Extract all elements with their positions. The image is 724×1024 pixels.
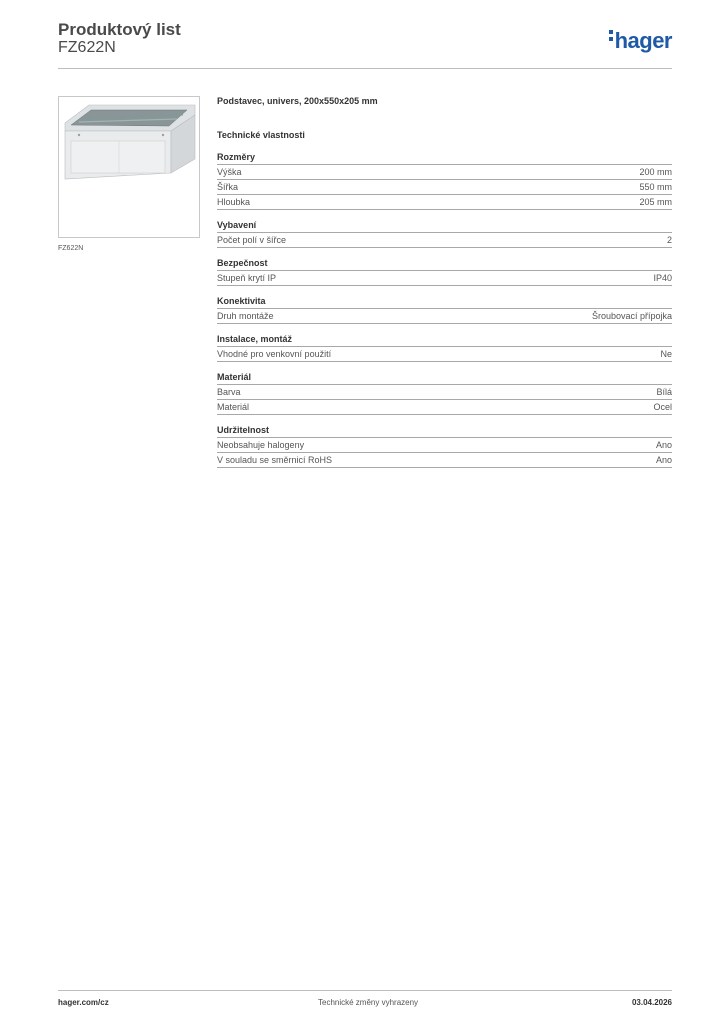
spec-row — [217, 385, 672, 400]
product-name: Podstavec, univers, 200x550x205 mm — [217, 96, 378, 106]
enclosure-base-icon — [59, 97, 199, 237]
spec-value: Ne — [660, 349, 672, 359]
section-equipment — [217, 220, 672, 248]
logo-text: hager — [614, 28, 672, 53]
tech-heading: Technické vlastnosti — [217, 130, 305, 140]
footer-divider — [58, 990, 672, 991]
spec-row — [217, 165, 672, 180]
footer-date: 03.04.2026 — [631, 998, 672, 1007]
header-divider — [58, 68, 672, 69]
spec-row — [217, 309, 672, 324]
spec-value: Ano — [655, 440, 672, 450]
footer-note: Technické změny vyhrazeny — [318, 998, 419, 1007]
spec-label: V souladu se směrnicí RoHS — [217, 455, 333, 465]
page-title: Produktový list — [58, 20, 181, 39]
spec-label: Hloubka — [217, 197, 251, 207]
section-title: Materiál — [217, 372, 672, 385]
spec-value: IP40 — [653, 273, 672, 283]
section-safety — [217, 258, 672, 286]
spec-label: Počet polí v šířce — [217, 235, 287, 245]
spec-label: Výška — [217, 167, 242, 177]
spec-label: Šířka — [217, 182, 239, 192]
spec-value: 2 — [666, 235, 672, 245]
logo-dots-icon — [609, 30, 613, 44]
spec-value: Ano — [655, 455, 672, 465]
section-dimensions — [217, 152, 672, 210]
spec-row — [217, 180, 672, 195]
spec-row — [217, 438, 672, 453]
section-material — [217, 372, 672, 415]
section-title: Bezpečnost — [217, 258, 672, 271]
spec-label: Stupeň krytí IP — [217, 273, 277, 283]
section-title: Konektivita — [217, 296, 672, 309]
spec-row — [217, 271, 672, 286]
spec-value: Šroubovací přípojka — [591, 311, 672, 321]
spec-label: Vhodné pro venkovní použití — [217, 349, 332, 359]
spec-label: Neobsahuje halogeny — [217, 440, 305, 450]
section-connectivity — [217, 296, 672, 324]
page-header — [58, 20, 672, 70]
spec-value: 205 mm — [639, 197, 672, 207]
section-title: Instalace, montáž — [217, 334, 672, 347]
footer-website-link[interactable]: hager.com/cz — [58, 998, 109, 1007]
spec-value: 550 mm — [639, 182, 672, 192]
product-code: FZ622N — [58, 39, 116, 56]
product-image — [58, 96, 200, 238]
hager-logo — [609, 28, 672, 54]
spec-label: Druh montáže — [217, 311, 274, 321]
spec-row — [217, 347, 672, 362]
section-sustainability — [217, 425, 672, 468]
product-details — [217, 96, 672, 478]
section-title: Udržitelnost — [217, 425, 672, 438]
spec-row — [217, 233, 672, 248]
spec-value: Bílá — [656, 387, 672, 397]
spec-row — [217, 400, 672, 415]
spec-label: Barva — [217, 387, 241, 397]
spec-row — [217, 195, 672, 210]
image-caption: FZ622N — [58, 245, 84, 252]
spec-label: Materiál — [217, 402, 250, 412]
section-installation — [217, 334, 672, 362]
section-title: Vybavení — [217, 220, 672, 233]
spec-value: 200 mm — [639, 167, 672, 177]
spec-row — [217, 453, 672, 468]
spec-value: Ocel — [653, 402, 672, 412]
section-title: Rozměry — [217, 152, 672, 165]
